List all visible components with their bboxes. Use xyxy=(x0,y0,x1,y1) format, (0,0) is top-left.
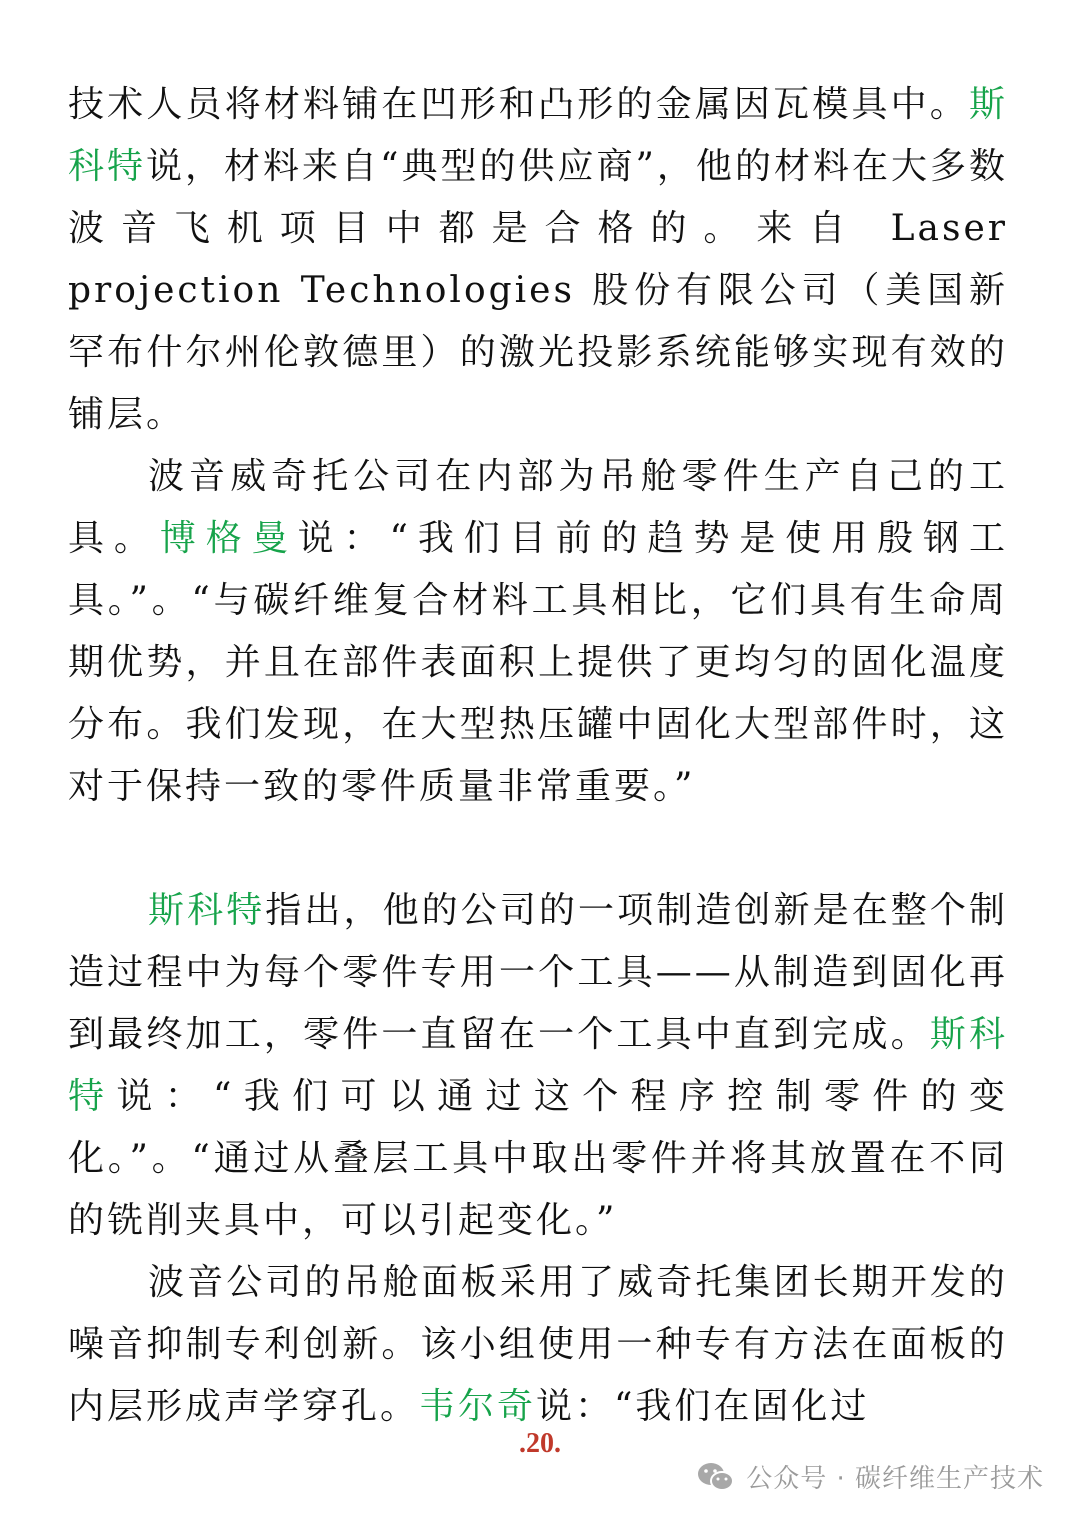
speaker-name-scott: 斯科特 xyxy=(68,84,1008,187)
speaker-name-welch: 韦尔奇 xyxy=(419,1386,537,1427)
speaker-name-scott: 斯科特 xyxy=(148,890,266,931)
speaker-name-bergman: 博格曼 xyxy=(159,518,298,559)
paragraph-text: 说，材料来自“典型的供应商”，他的材料在大多数波音飞机项目中都是合格的。来自 Laser projection Technologies 股份有限公司（美国新罕布什尔州伦敦德里）的激光投影系统能够实现有效的铺层。 xyxy=(68,146,1008,435)
paragraph-text: 波音威奇托公司在内部为吊舱零件生产自己的工具。 xyxy=(68,456,1008,559)
paragraph-spacer xyxy=(68,818,1008,880)
watermark xyxy=(696,1458,1044,1495)
page-number: .20. xyxy=(519,1428,561,1459)
paragraph-1 xyxy=(68,74,1008,446)
paragraph-text: 说：“我们在固化过 xyxy=(536,1386,870,1427)
paragraph-text: 技术人员将材料铺在凹形和凸形的金属因瓦模具中。 xyxy=(68,84,969,125)
speaker-name-scott: 斯科特 xyxy=(68,1014,1008,1117)
paragraph-text: 说：“我们可以通过这个程序控制零件的变化。”。“通过从叠层工具中取出零件并将其放置在不同的铣削夹具中，可以引起变化。” xyxy=(68,1076,1008,1241)
paragraph-text: 波音公司的吊舱面板采用了威奇托集团长期开发的噪音抑制专利创新。该小组使用一种专有方法在面板的内层形成声学穿孔。 xyxy=(68,1262,1008,1427)
paragraph-2 xyxy=(68,446,1008,818)
paragraph-text: 指出，他的公司的一项制造创新是在整个制造过程中为每个零件专用一个工具——从制造到固化再到最终加工，零件一直留在一个工具中直到完成。 xyxy=(68,890,1008,1055)
paragraph-4 xyxy=(68,1252,1008,1438)
paragraph-text: 说：“我们目前的趋势是使用殷钢工具。”。“与碳纤维复合材料工具相比，它们具有生命周期优势，并且在部件表面积上提供了更均匀的固化温度分布。我们发现，在大型热压罐中固化大型部件时，这对于保持一致的零件质量非常重要。” xyxy=(68,518,1008,807)
article-body xyxy=(68,74,1008,1438)
watermark-text: 公众号 · 碳纤维生产技术 xyxy=(746,1464,1044,1494)
wechat-icon xyxy=(696,1460,736,1494)
paragraph-3 xyxy=(68,880,1008,1252)
